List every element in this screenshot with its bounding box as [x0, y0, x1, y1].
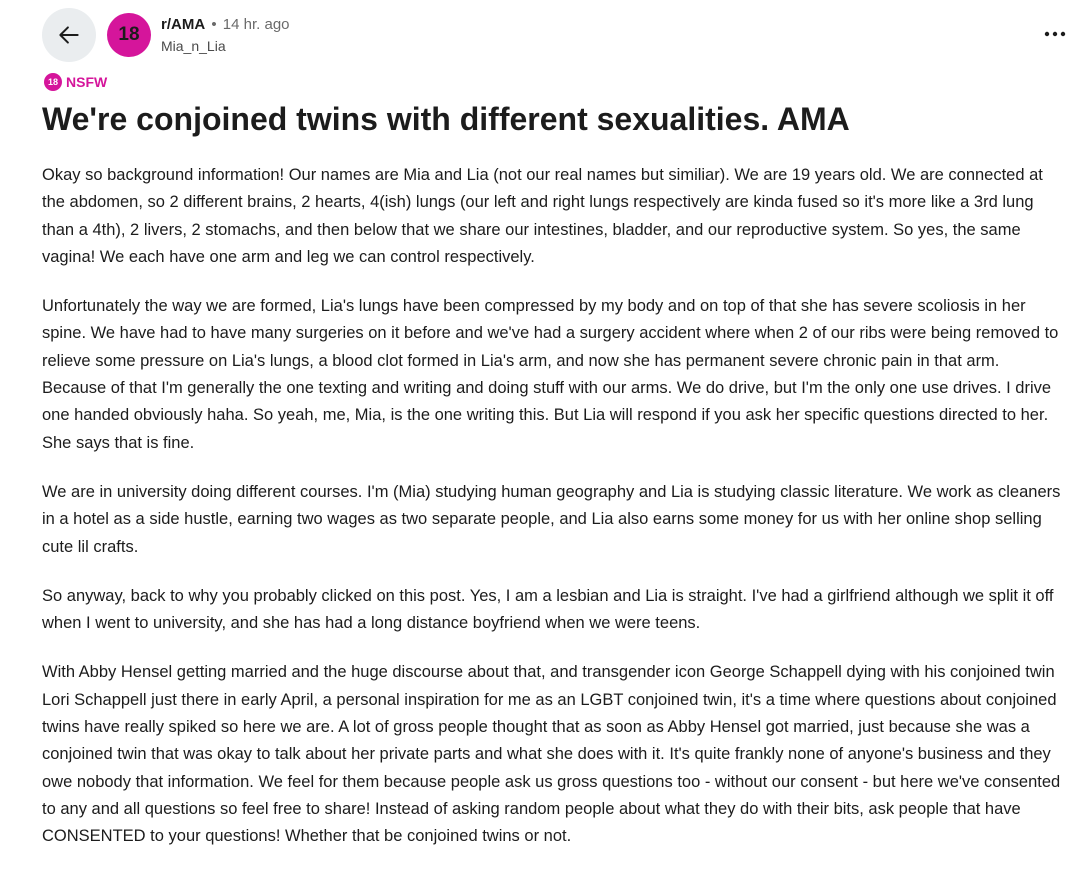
nsfw-icon: 18 [44, 73, 62, 91]
post-paragraph: So anyway, back to why you probably clicked on this post. Yes, I am a lesbian and Lia is straight. I've had a girlfriend although we split it off when I went to university, and she has had a long distance boyfriend when we were teens. [42, 586, 1054, 633]
subreddit-name[interactable]: r/AMA [161, 16, 206, 33]
post-body [42, 162, 1067, 873]
post-paragraph: With Abby Hensel getting married and the huge discourse about that, and transgender icon George Schappell dying with his conjoined twin Lori Schappell just there in early April, a personal inspiration for me as an LGBT conjoined twin, it's a time where questions about conjoined twins have really spiked so here we are. A lot of gross people thought that as soon as Abby Hensel got married, just because she was a conjoined twin that was okay to talk about her private parts and what she does with it. It's quite frankly none of anyone's business and they owe nobody that information. We feel for them because people ask us gross questions too - without our consent - but here we've consented to any and all questions so feel free to share! Instead of asking random people about what they do with their bits, ask people that have CONSENTED to your questions! Whether that be conjoined twins or not. [42, 663, 1061, 846]
subreddit-meta [161, 16, 290, 33]
post-paragraph: Unfortunately the way we are formed, Lia's lungs have been compressed by my body and on top of that she has severe scoliosis in her spine. We have had to have many surgeries on it before and we've had a surgery accident where when 2 of our ribs were being removed to relieve some pressure on Lia's lungs, a blood clot formed in Lia's arm, and now she has permanent severe chronic pain in that arm. Because of that I'm generally the one texting and writing and doing stuff with our arms. We do drive, but I'm the only one use drives. I drive one handed obviously haha. So yeah, me, Mia, is the one writing this. But Lia will respond if you ask her specific questions directed to her. She says that is fine. [42, 297, 1059, 452]
post-paragraph: Okay so background information! Our names are Mia and Lia (not our real names but similiar). We are 19 years old. We are connected at the abdomen, so 2 different brains, 2 hearts, 4(ish) lungs (our left and right lungs respectively are kinda fused so it's more like a 3rd lung than a 4th), 2 livers, 2 stomachs, and then below that we share our intestines, bladder, and our reproductive system. So yes, the same vagina! We each have one arm and leg we can control respectively. [42, 166, 1043, 266]
post-paragraph: We are in university doing different courses. I'm (Mia) studying human geography and Lia is studying classic literature. We work as cleaners in a hotel as a side hustle, earning two wages as two separate people, and Lia also earns some money for us with her online shop selling cute lil crafts. [42, 482, 1061, 556]
nsfw-tag [44, 73, 107, 91]
post-header [0, 0, 1079, 70]
post-title[interactable]: We're conjoined twins with different sexualities. AMA [42, 101, 850, 137]
more-horizontal-icon [1044, 31, 1066, 37]
more-options-button[interactable] [1040, 22, 1070, 46]
post-time: 14 hr. ago [222, 16, 290, 33]
subreddit-avatar[interactable]: 18 [107, 13, 151, 57]
nsfw-label: NSFW [66, 74, 108, 90]
arrow-left-icon [56, 22, 82, 48]
back-button[interactable] [42, 8, 96, 62]
meta-separator: • [211, 16, 217, 33]
author-name[interactable]: Mia_n_Lia [161, 38, 226, 54]
